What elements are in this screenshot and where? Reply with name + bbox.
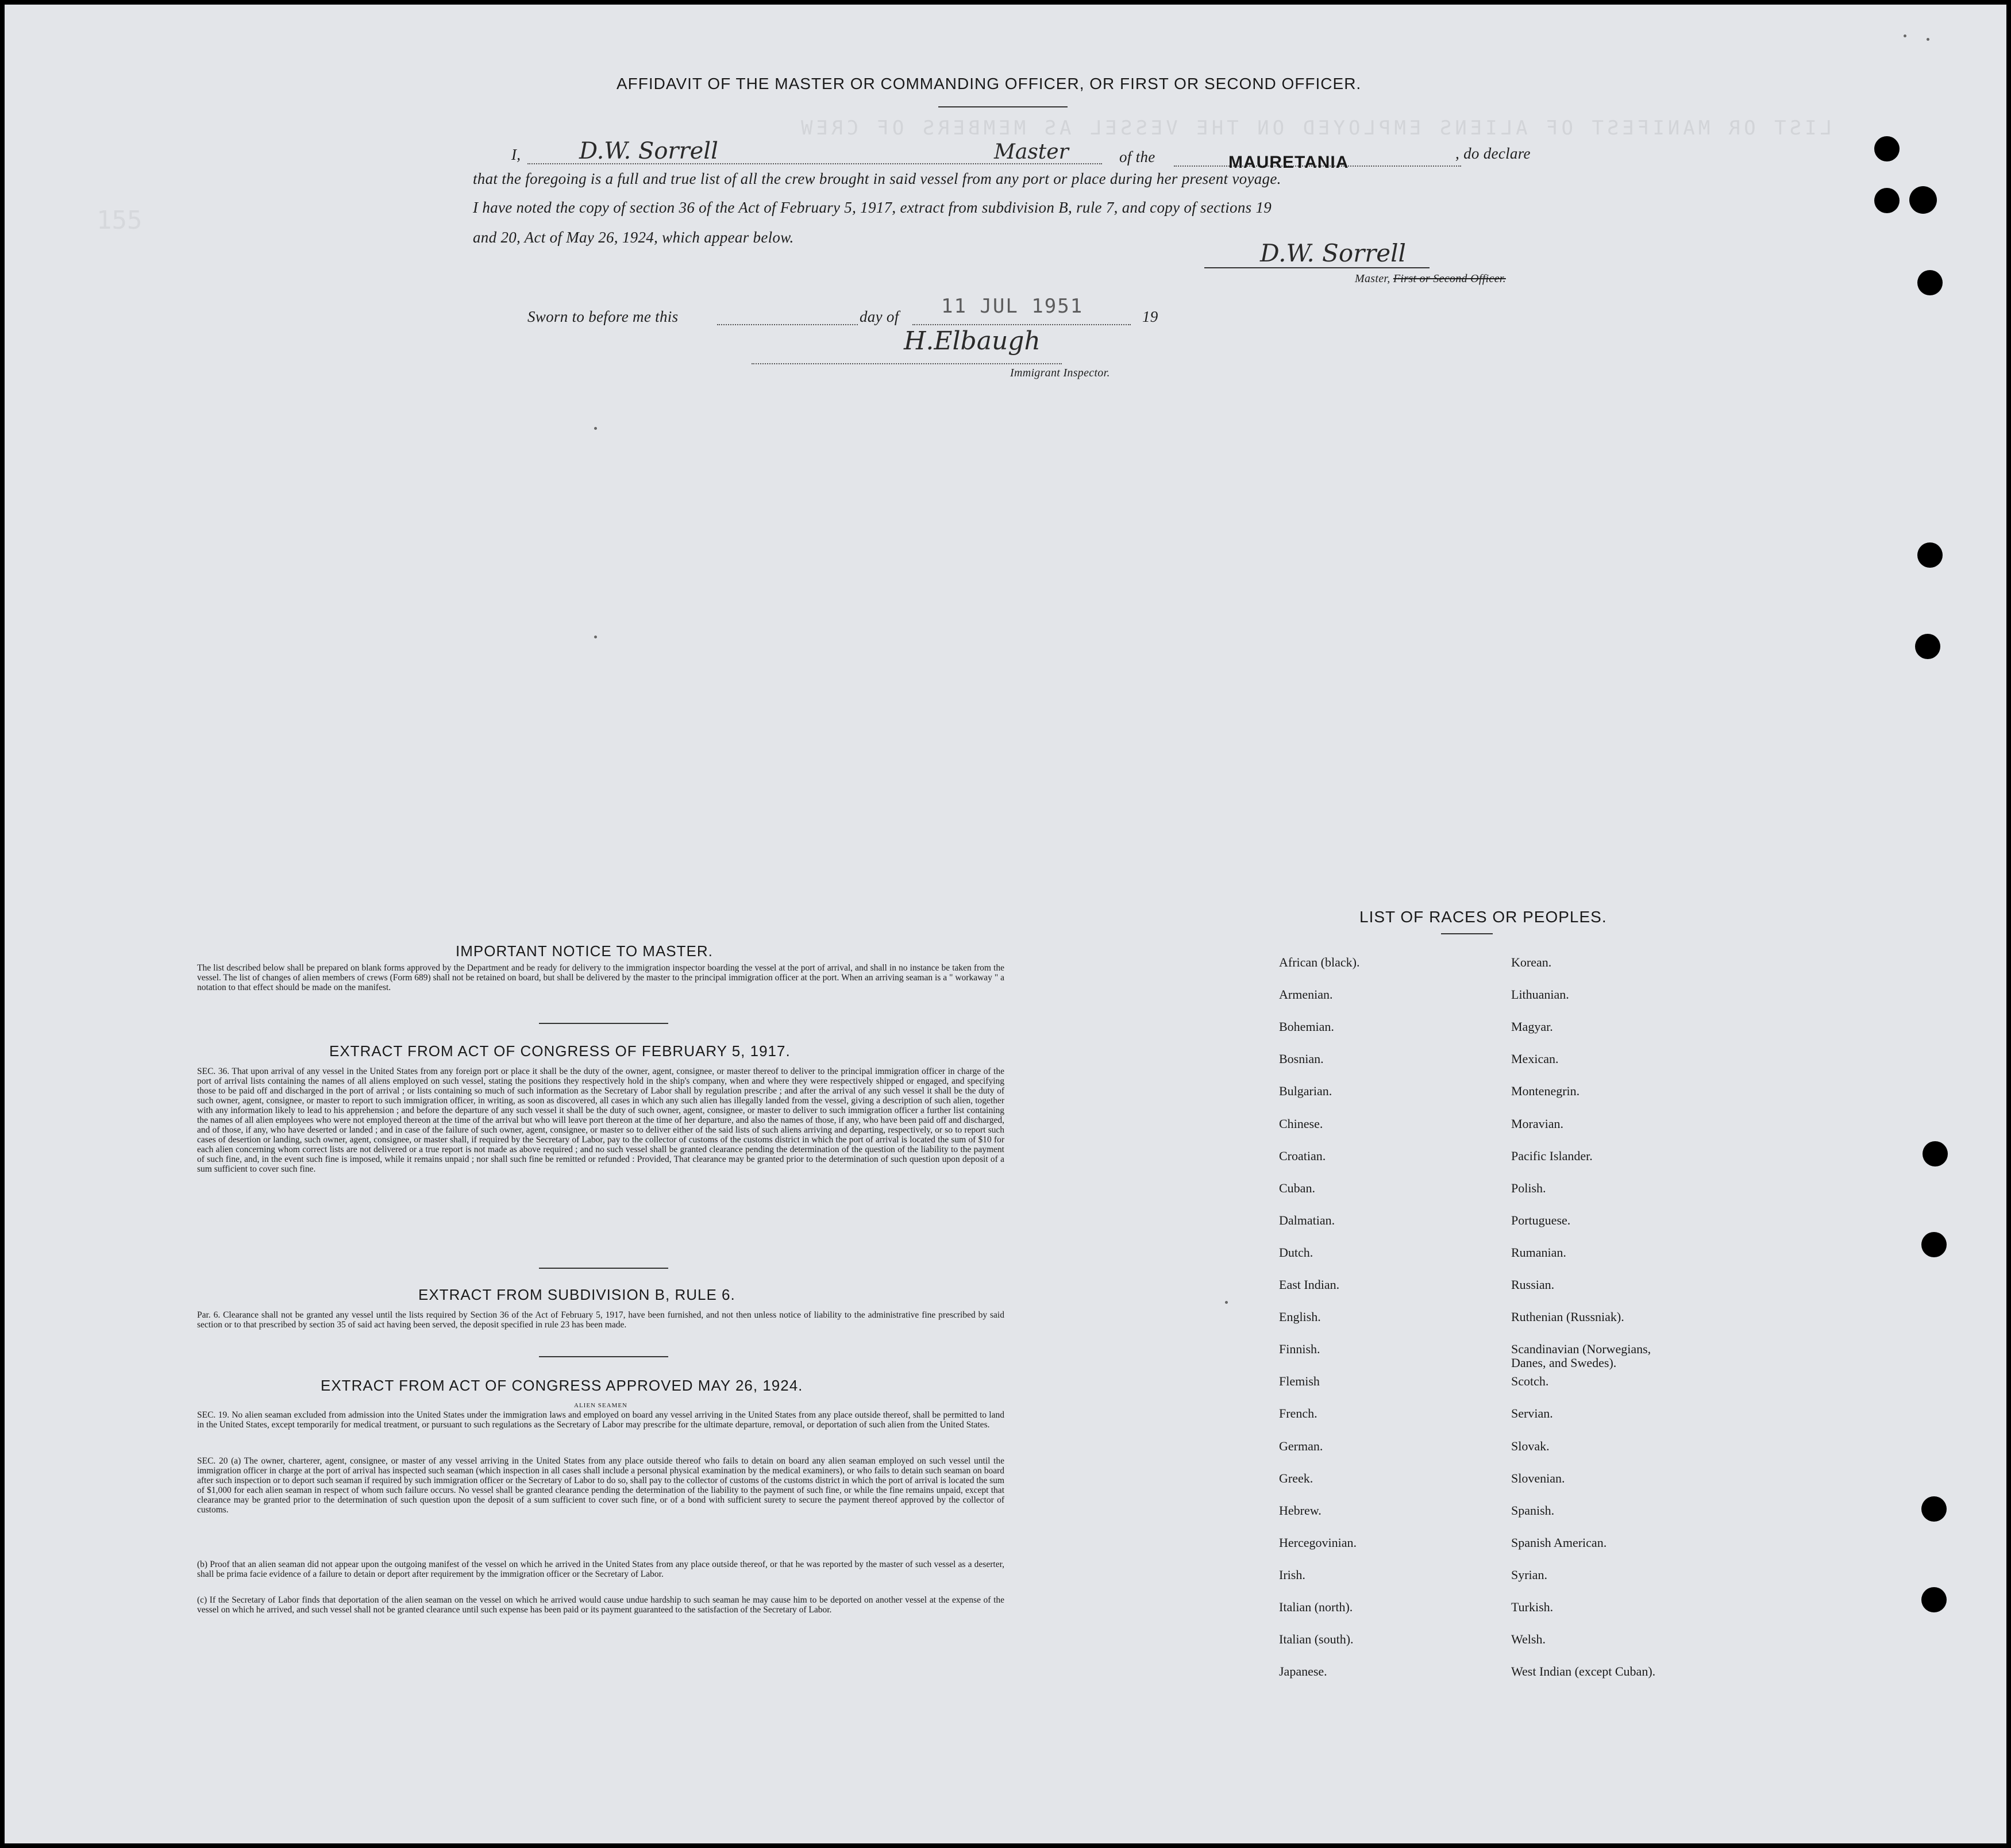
inspector-signature: H.Elbaugh (904, 326, 1041, 356)
master-caption-struck: First or Second Officer. (1393, 272, 1506, 285)
document-sheet (5, 5, 2006, 1843)
race-item: Bulgarian. (1279, 1084, 1332, 1098)
sworn-day-of: day of (860, 308, 899, 325)
subdivision-b-title: EXTRACT FROM SUBDIVISION B, RULE 6. (418, 1286, 735, 1303)
speck (1225, 1301, 1228, 1304)
punch-hole (1874, 188, 1900, 213)
race-item: Slovak. (1511, 1439, 1550, 1453)
punch-hole (1923, 1141, 1948, 1166)
sworn-year-prefix: 19 (1142, 308, 1158, 325)
race-item: Dalmatian. (1279, 1213, 1335, 1227)
title-underline (938, 106, 1068, 107)
punch-hole (1921, 1496, 1947, 1522)
inspector-line (752, 363, 1062, 364)
race-item: Greek. (1279, 1471, 1313, 1485)
sworn-label: Sworn to before me this (527, 308, 679, 325)
race-item: German. (1279, 1439, 1323, 1453)
extract-1924-sec19: SEC. 19. No alien seaman excluded from admission into the United States under the immigration laws and employed on board any vessel arriving in the United States from any place outside thereof, shall be permitted to land in the United States, except temporarily for medical treatment, or pursuant to such regulations as the Secretary of Labor may prescribe for the ultimate departure, removal, or deportation of such alien from the United States. (197, 1410, 1004, 1430)
extract-1924-sec20c: (c) If the Secretary of Labor finds that deportation of the alien seaman on the vessel on which he arrived would cause undue hardship to such seaman he may cause him to be deported on another vessel at the expense of the vessel on which he arrived, and such vessel shall not be granted clearance until such expense has been paid or its payment guaranteed to the satisfaction of the Secretary of Labor. (197, 1595, 1004, 1615)
race-item: Hebrew. (1279, 1503, 1322, 1518)
race-item: Croatian. (1279, 1149, 1326, 1163)
race-item: Scandinavian (Norwegians, Danes, and Swedes). (1511, 1342, 1651, 1370)
extract-1917-body: SEC. 36. That upon arrival of any vessel in the United States from any foreign port or place it shall be the duty of the owner, agent, consignee, or master thereof to deliver to the principal immigration officer in charge of the port of arrival lists containing the names of all aliens employed on such vessel, stating the positions they respectively hold in the ship's company, when and where they were respectively shipped or engaged, and specifying those to be paid off and discharged in the port of arrival ; or lists containing so much of such information as the Secretary of Labor shall by regulation prescribe ; and after the arrival of any such vessel it shall be the duty of such owner, agent, consignee, or master to report to such immigration officer, in writing, as soon as discovered, all cases in which any such alien has illegally landed from the vessel, giving a description of such alien, together with any information likely to lead to his apprehension ; and before the departure of any such vessel it shall be the duty of such owner, agent, consignee, or master to deliver to such immigration officer a further list containing the names of all alien employees who were not employed thereon at the time of the arrival but who will leave port thereon at the time of her departure, and also the names of those, if any, who have been paid off and discharged, and of those, if any, who have deserted or landed ; and in case of the failure of such owner, agent, consignee, or master so to deliver either of the said lists of such aliens arriving and departing, respectively, or so to report such cases of desertion or landing, such owner, agent, consignee, or master shall, if required by the Secretary of Labor, pay to the collector of customs of the customs district in which the port of arrival is located the sum of $10 for each alien concerning whom correct lists are not delivered or a true report is not made as above required ; and no such vessel shall be granted clearance pending the determination of the question of the liability to the payment of such fine, and, in the event such fine is imposed, while it remains unpaid ; nor shall such fine be remitted or refunded : Provided, That clearance may be granted prior to the determination of such question upon deposit of a sum sufficient to cover such fine. (197, 1067, 1004, 1174)
punch-hole (1921, 1232, 1947, 1257)
speck (594, 427, 597, 430)
punch-hole (1874, 136, 1900, 161)
races-title-underline (1441, 933, 1493, 934)
affidavit-line-2: that the foregoing is a full and true list of all the crew brought in said vessel from any port or place during her present voyage. (473, 170, 1281, 187)
race-item: Armenian. (1279, 987, 1333, 1002)
race-item: Italian (north). (1279, 1600, 1353, 1614)
race-item: Moravian. (1511, 1116, 1564, 1131)
subdivision-b-body: Par. 6. Clearance shall not be granted any vessel until the lists required by Section 36 of the Act of February 5, 1917, have been furnished, and not then unless notice of liability to the administrative fine prescribed by said section or to that prescribed by section 35 of said act having been served, the deposit specified in rule 23 has been made. (197, 1310, 1004, 1330)
affidavit-i: I, (511, 146, 521, 163)
race-item: Polish. (1511, 1181, 1546, 1195)
notice-body: The list described below shall be prepared on blank forms approved by the Department and be ready for delivery to the immigration inspector boarding the vessel at the port of arrival, and shall in no instance be taken from the vessel. The list of changes of alien members of crews (Form 689) shall not be retained on board, but shall be delivered by the master to the principal immigration officer at the port. When an arriving seaman is a " workaway " a notation to that effect should be made on the manifest. (197, 963, 1004, 992)
affidavit-title: AFFIDAVIT OF THE MASTER OR COMMANDING OFFICER, OR FIRST OR SECOND OFFICER. (617, 75, 1362, 93)
race-item: Pacific Islander. (1511, 1149, 1593, 1163)
race-item: East Indian. (1279, 1277, 1340, 1292)
master-caption-prefix: Master, (1355, 272, 1390, 285)
race-item: West Indian (except Cuban). (1511, 1664, 1656, 1678)
race-item: Japanese. (1279, 1664, 1327, 1678)
master-signature-line (1204, 267, 1430, 268)
extract-1924-sec20a: SEC. 20 (a) The owner, charterer, agent, consignee, or master of any vessel arriving in the United States from any place outside thereof who fails to detain on board any alien seaman employed on such vessel until the immigration officer in charge at the port of arrival has inspected such seaman (which inspection in all cases shall include a personal physical examination by the medical examiners), or who fails to detain such seaman on board after such inspection or to deport such seaman if required by such immigration officer or the Secretary of Labor to do so, shall pay to the collector of customs of the customs district in which the port of arrival is located the sum of $1,000 for each alien seaman in respect of whom such failure occurs. No vessel shall be granted clearance pending the determination of the liability to the payment of such fine, or while the fine remains unpaid, except that clearance may be granted prior to the determination of such question upon the deposit of a sum sufficient to cover such fine, or of a bond with sufficient surety to secure the payment thereof approved by the collector of customs. (197, 1456, 1004, 1515)
race-item: Slovenian. (1511, 1471, 1565, 1485)
race-item: Turkish. (1511, 1600, 1554, 1614)
race-item: Bosnian. (1279, 1052, 1324, 1066)
race-item: English. (1279, 1310, 1321, 1324)
race-item: Rumanian. (1511, 1245, 1566, 1260)
extract-1917-divider (539, 1268, 668, 1269)
race-item: Mexican. (1511, 1052, 1559, 1066)
master-signature: D.W. Sorrell (1260, 239, 1406, 267)
affidavit-do-declare: , do declare (1455, 145, 1531, 162)
race-item: Korean. (1511, 955, 1552, 969)
race-item: Hercegovinian. (1279, 1535, 1357, 1550)
vessel-name: MAURETANIA (1228, 153, 1349, 172)
punch-hole (1917, 270, 1943, 295)
race-item: French. (1279, 1406, 1317, 1420)
affidavit-line-4: and 20, Act of May 26, 1924, which appear below. (473, 229, 794, 246)
punch-hole (1921, 1587, 1947, 1612)
sworn-day-line (717, 324, 858, 325)
sworn-month-line (912, 324, 1131, 325)
race-item: Spanish American. (1511, 1535, 1607, 1550)
bleed-through-page-number: 155 (97, 206, 142, 235)
race-item: Cuban. (1279, 1181, 1315, 1195)
race-item: Flemish (1279, 1374, 1320, 1388)
race-item: Finnish. (1279, 1342, 1320, 1356)
inspector-caption: Immigrant Inspector. (1010, 367, 1110, 379)
race-item: Syrian. (1511, 1568, 1547, 1582)
punch-hole (1915, 634, 1940, 659)
race-item: Ruthenian (Russniak). (1511, 1310, 1624, 1324)
race-item: Italian (south). (1279, 1632, 1354, 1646)
affidavit-of-the: of the (1119, 148, 1155, 165)
extract-1917-title: EXTRACT FROM ACT OF CONGRESS OF FEBRUARY 5, 1917. (329, 1042, 791, 1060)
date-stamp: 11 JUL 1951 (941, 295, 1084, 318)
extract-1924-title: EXTRACT FROM ACT OF CONGRESS APPROVED MAY 26, 1924. (321, 1377, 803, 1394)
notice-title: IMPORTANT NOTICE TO MASTER. (456, 942, 713, 960)
race-item: Lithuanian. (1511, 987, 1569, 1002)
extract-1924-sec20b: (b) Proof that an alien seaman did not appear upon the outgoing manifest of the vessel on which he arrived in the United States from any place outside thereof, or that he was reported by the master of such vessel as a deserter, shall be prima facie evidence of a failure to detain or deport after requirement by the immigration officer or the Secretary of Labor. (197, 1560, 1004, 1579)
race-item: Servian. (1511, 1406, 1553, 1420)
notice-divider (539, 1023, 668, 1024)
declarant-signature: D.W. Sorrell (579, 138, 718, 164)
speck (1927, 38, 1929, 41)
race-item: Spanish. (1511, 1503, 1555, 1518)
race-item: Montenegrin. (1511, 1084, 1580, 1098)
race-item: Irish. (1279, 1568, 1305, 1582)
race-item: Russian. (1511, 1277, 1555, 1292)
punch-hole (1917, 542, 1943, 568)
extract-1924-subtitle: ALIEN SEAMEN (574, 1402, 627, 1409)
race-item: Welsh. (1511, 1632, 1546, 1646)
master-caption (1355, 272, 1506, 286)
punch-hole (1909, 186, 1937, 214)
race-item: Magyar. (1511, 1019, 1553, 1034)
race-item: Bohemian. (1279, 1019, 1334, 1034)
race-item: Scotch. (1511, 1374, 1549, 1388)
subdivision-b-divider (539, 1356, 668, 1357)
races-title: LIST OF RACES OR PEOPLES. (1359, 908, 1607, 926)
race-item: Dutch. (1279, 1245, 1313, 1260)
bleed-through-header: LIST OR MANIFEST OF ALIENS EMPLOYED ON THE VESSEL AS MEMBERS OF CREW (798, 117, 1832, 140)
race-item: Portuguese. (1511, 1213, 1571, 1227)
rank-handwritten: Master (994, 140, 1069, 164)
race-item: Chinese. (1279, 1116, 1323, 1131)
speck (1904, 34, 1906, 37)
affidavit-line-3: I have noted the copy of section 36 of the Act of February 5, 1917, extract from subdivision B, rule 7, and copy of sections 19 (473, 199, 1272, 216)
race-item: African (black). (1279, 955, 1360, 969)
speck (594, 636, 597, 638)
